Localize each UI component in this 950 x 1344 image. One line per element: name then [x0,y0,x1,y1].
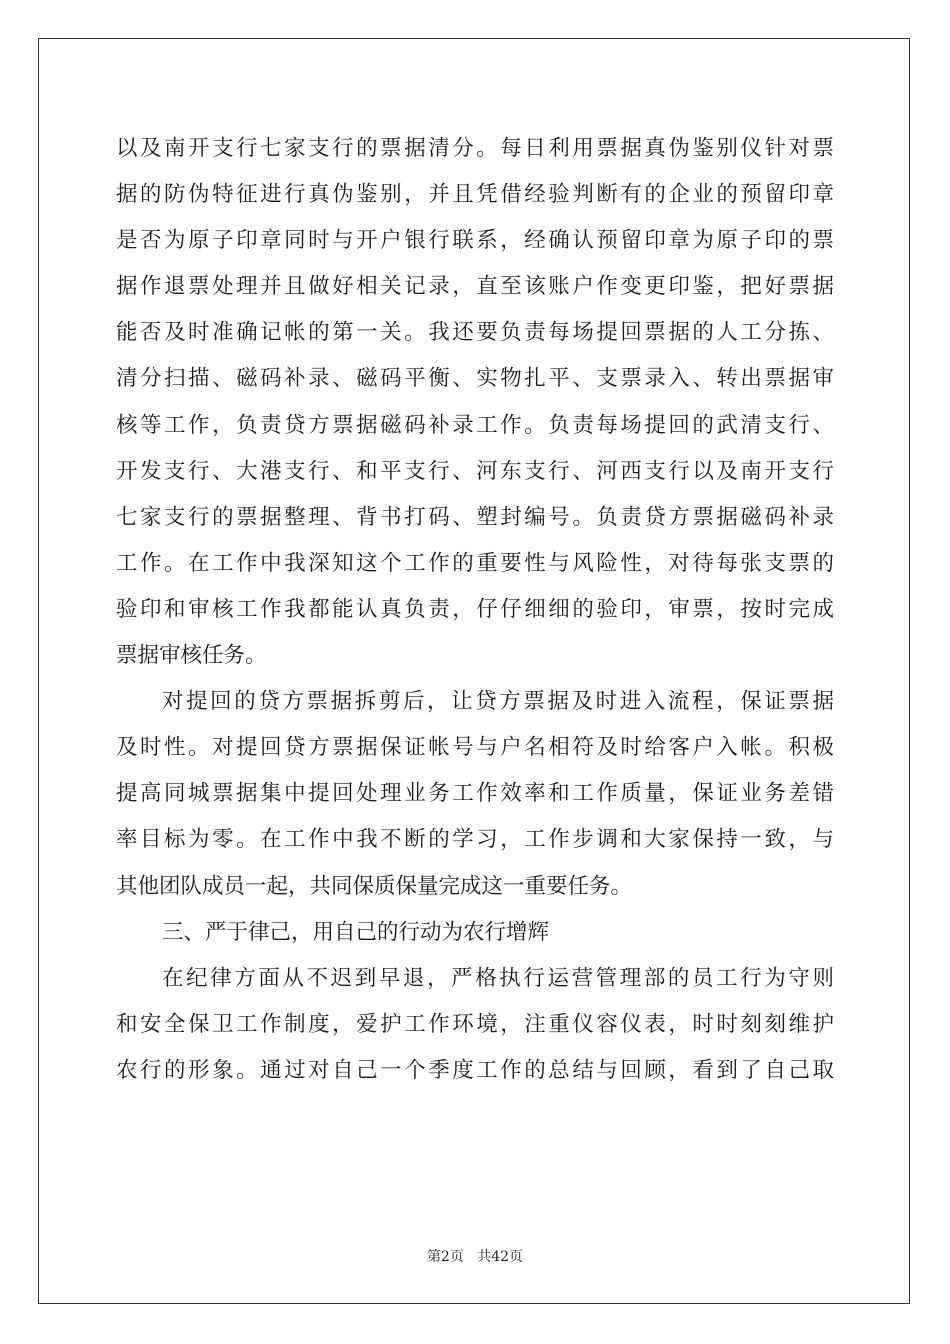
text-line-7: 核等工作，负责贷方票据磁码补录工作。负责每场提回的武清支行、 [116,412,834,438]
text-line-4: 据作退票处理并且做好相关记录，直至该账户作变更印鉴，把好票据 [116,274,834,300]
text-line-13: 对提回的贷方票据拆剪后，让贷方票据及时进入流程，保证票据 [162,689,834,715]
text-line-3: 是否为原子印章同时与开户银行联系，经确认预留印章为原子印的票 [116,228,834,254]
text-line-8: 开发支行、大港支行、和平支行、河东支行、河西支行以及南开支行 [116,458,834,484]
text-line-15: 提高同城票据集中提回处理业务工作效率和工作质量，保证业务差错 [116,781,834,807]
text-line-16: 率目标为零。在工作中我不断的学习，工作步调和大家保持一致，与 [116,827,834,853]
page-number: 第2页 [426,1249,464,1265]
text-line-10: 工作。在工作中我深知这个工作的重要性与风险性，对待每张支票的 [116,550,834,576]
text-line-17: 其他团队成员一起，共同保质保量完成这一重要任务。 [116,873,633,899]
total-pages: 共42页 [477,1249,524,1265]
text-line-19: 在纪律方面从不迟到早退，严格执行运营管理部的员工行为守则 [162,965,834,991]
text-line-11: 验印和审核工作我都能认真负责，仔仔细细的验印，审票，按时完成 [116,596,834,622]
text-line-5: 能否及时准确记帐的第一关。我还要负责每场提回票据的人工分拣、 [116,320,834,346]
page-footer [0,1246,950,1266]
text-line-21: 农行的形象。通过对自己一个季度工作的总结与回顾，看到了自己取 [116,1057,834,1083]
document-body [116,126,834,1094]
text-line-9: 七家支行的票据整理、背书打码、塑封编号。负责贷方票据磁码补录 [116,504,834,530]
text-line-20: 和安全保卫工作制度，爱护工作环境，注重仪容仪表，时时刻刻维护 [116,1011,834,1037]
section-heading: 三、严于律己，用自己的行动为农行增辉 [162,919,550,945]
text-line-2: 据的防伪特征进行真伪鉴别，并且凭借经验判断有的企业的预留印章 [116,182,834,208]
text-line-12: 票据审核任务。 [116,643,267,669]
text-line-6: 清分扫描、磁码补录、磁码平衡、实物扎平、支票录入、转出票据审 [116,366,834,392]
text-line-1: 以及南开支行七家支行的票据清分。每日利用票据真伪鉴别仪针对票 [116,136,834,161]
text-line-14: 及时性。对提回贷方票据保证帐号与户名相符及时给客户入帐。积极 [116,735,834,761]
